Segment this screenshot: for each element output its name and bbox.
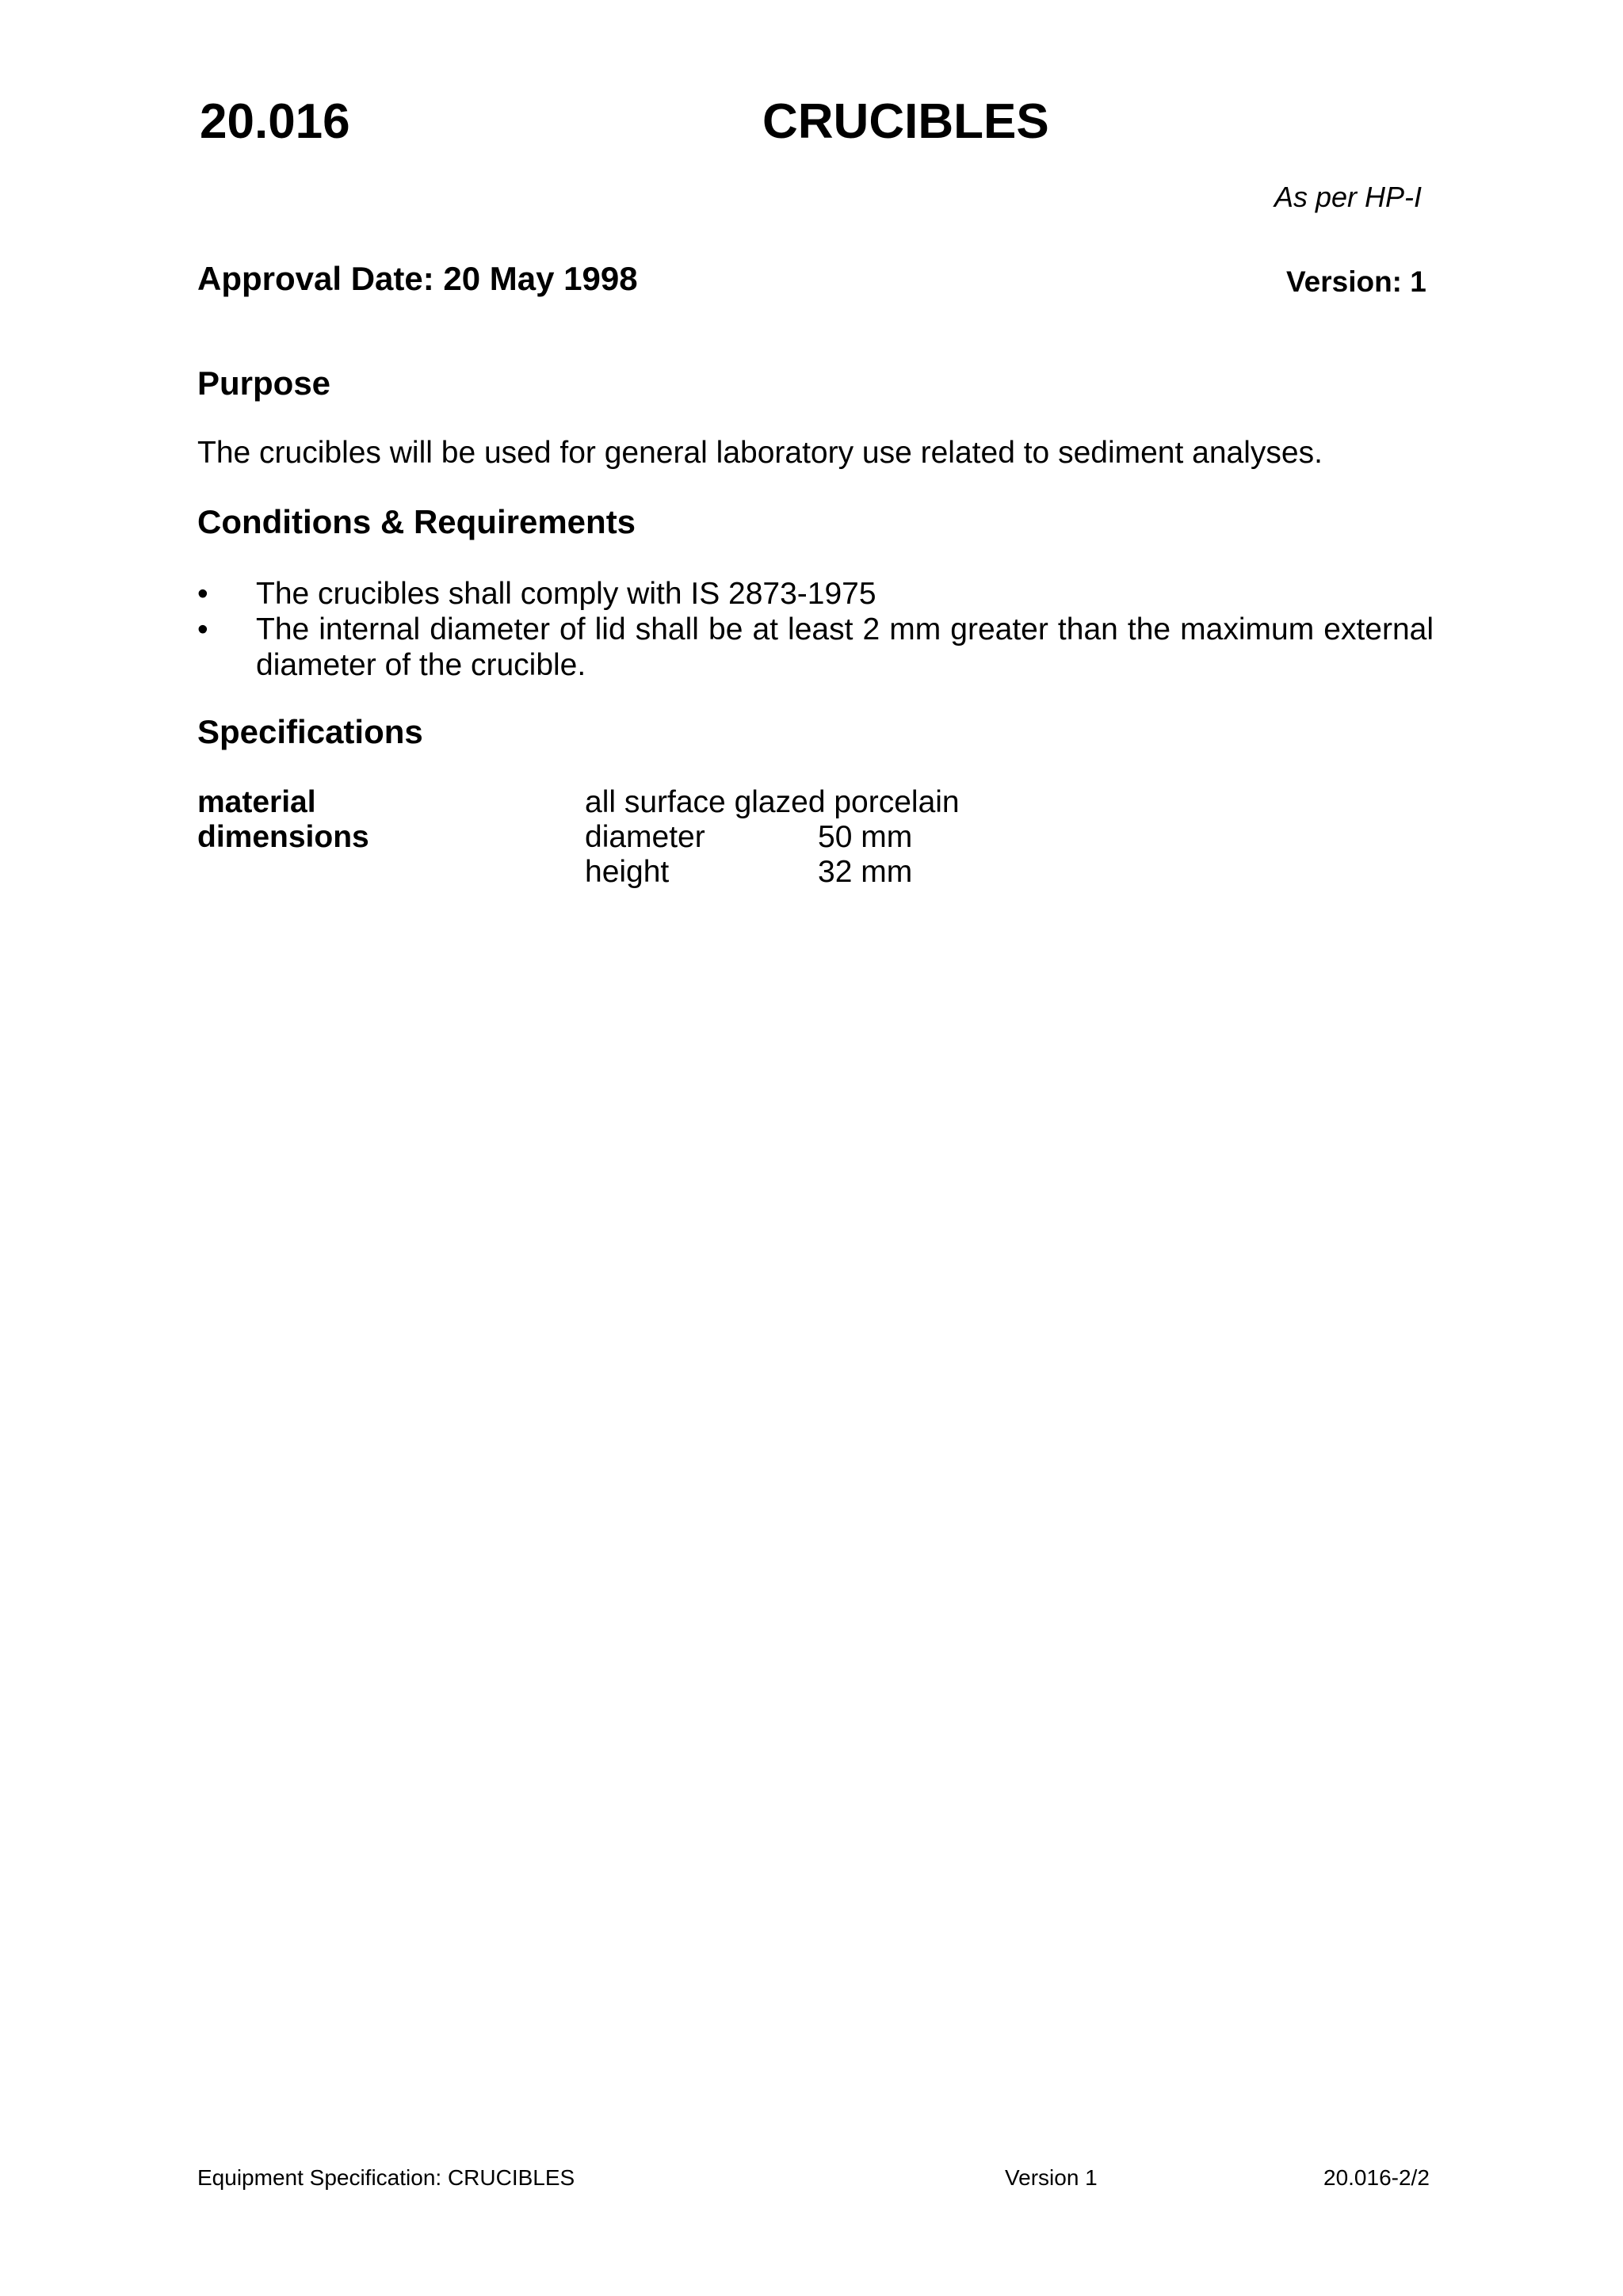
spec-height-label: height xyxy=(585,855,670,889)
footer-version: Version 1 xyxy=(1005,2165,1098,2190)
reference-note: As per HP-I xyxy=(1274,181,1423,213)
footer-document-title: Equipment Specification: CRUCIBLES xyxy=(197,2165,575,2190)
spec-value-material: all surface glazed porcelain xyxy=(585,785,960,819)
conditions-list xyxy=(197,576,1434,683)
purpose-text: The crucibles will be used for general laboratory use related to sediment analyses. xyxy=(197,436,1323,470)
bullet-icon: • xyxy=(197,577,208,611)
spec-height-value: 32 mm xyxy=(818,855,913,889)
purpose-heading: Purpose xyxy=(197,364,331,402)
spec-label-material: material xyxy=(197,785,316,819)
version-label: Version: 1 xyxy=(1286,265,1426,298)
document-number: 20.016 xyxy=(200,94,350,149)
list-item xyxy=(197,576,1434,612)
spec-label-dimensions: dimensions xyxy=(197,820,369,854)
list-item xyxy=(197,612,1434,683)
footer-page-number: 20.016-2/2 xyxy=(1323,2165,1430,2190)
conditions-heading: Conditions & Requirements xyxy=(197,503,636,540)
page-title: CRUCIBLES xyxy=(762,94,1049,149)
spec-diameter-label: diameter xyxy=(585,820,705,854)
specifications-heading: Specifications xyxy=(197,713,423,750)
bullet-icon: • xyxy=(197,612,208,646)
condition-text: The internal diameter of lid shall be at least 2 mm greater than the maximum external diameter of the crucible. xyxy=(256,612,1434,682)
condition-text: The crucibles shall comply with IS 2873-1975 xyxy=(256,577,876,611)
approval-date: Approval Date: 20 May 1998 xyxy=(197,260,638,297)
spec-diameter-value: 50 mm xyxy=(818,820,913,854)
